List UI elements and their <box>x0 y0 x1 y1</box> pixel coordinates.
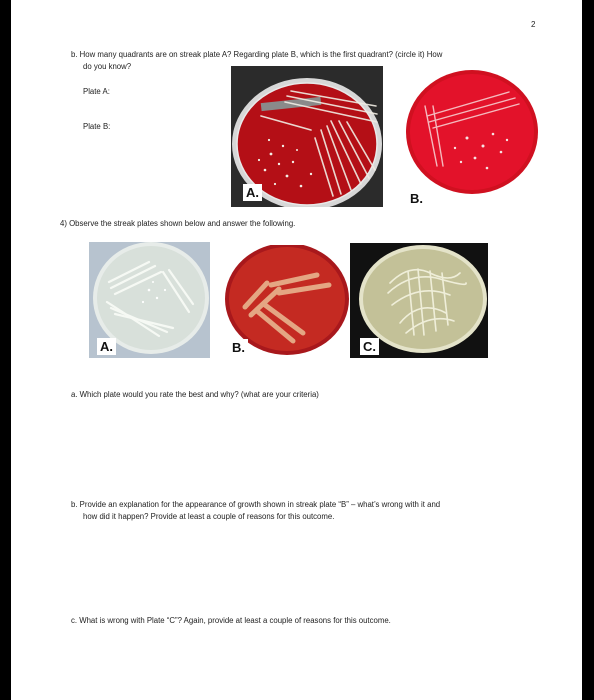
figure2-plate-a-label: A. <box>97 338 116 355</box>
plate-a-figure-label: A. <box>243 184 262 201</box>
figure2-plate-b-label: B. <box>229 339 248 356</box>
figure2-plate-c-label: C. <box>360 338 379 355</box>
question-4b-line1: b. Provide an explanation for the appearance of growth shown in streak plate “B” – what’s wrong with it and <box>71 500 441 509</box>
streak-plate-b-photo <box>397 66 547 210</box>
question-b-line2: do you know? <box>83 62 132 71</box>
question-b-line1: b. How many quadrants are on streak plate A? Regarding plate B, which is the first quadrant? (circle it) How <box>71 50 443 59</box>
question-4-heading: 4) Observe the streak plates shown below and answer the following. <box>60 219 296 228</box>
question-4a: a. Which plate would you rate the best and why? (what are your criteria) <box>71 390 319 399</box>
plate-a-answer-label: Plate A: <box>83 87 110 96</box>
question-4c: c. What is wrong with Plate “C”? Again, provide at least a couple of reasons for this outcome. <box>71 616 391 625</box>
streak-plate-a-photo <box>231 66 383 207</box>
page-number: 2 <box>531 20 536 29</box>
document-page <box>11 0 582 700</box>
plate-b-answer-label: Plate B: <box>83 122 111 131</box>
plate-b-figure-label: B. <box>407 190 426 207</box>
figure2-plate-c-photo <box>350 243 488 358</box>
figure2-plate-a-photo <box>89 242 210 358</box>
question-4b-line2: how did it happen? Provide at least a couple of reasons for this outcome. <box>83 512 335 521</box>
streak-plate-b-drawing <box>397 66 547 210</box>
figure2-plate-b-photo <box>221 245 353 357</box>
